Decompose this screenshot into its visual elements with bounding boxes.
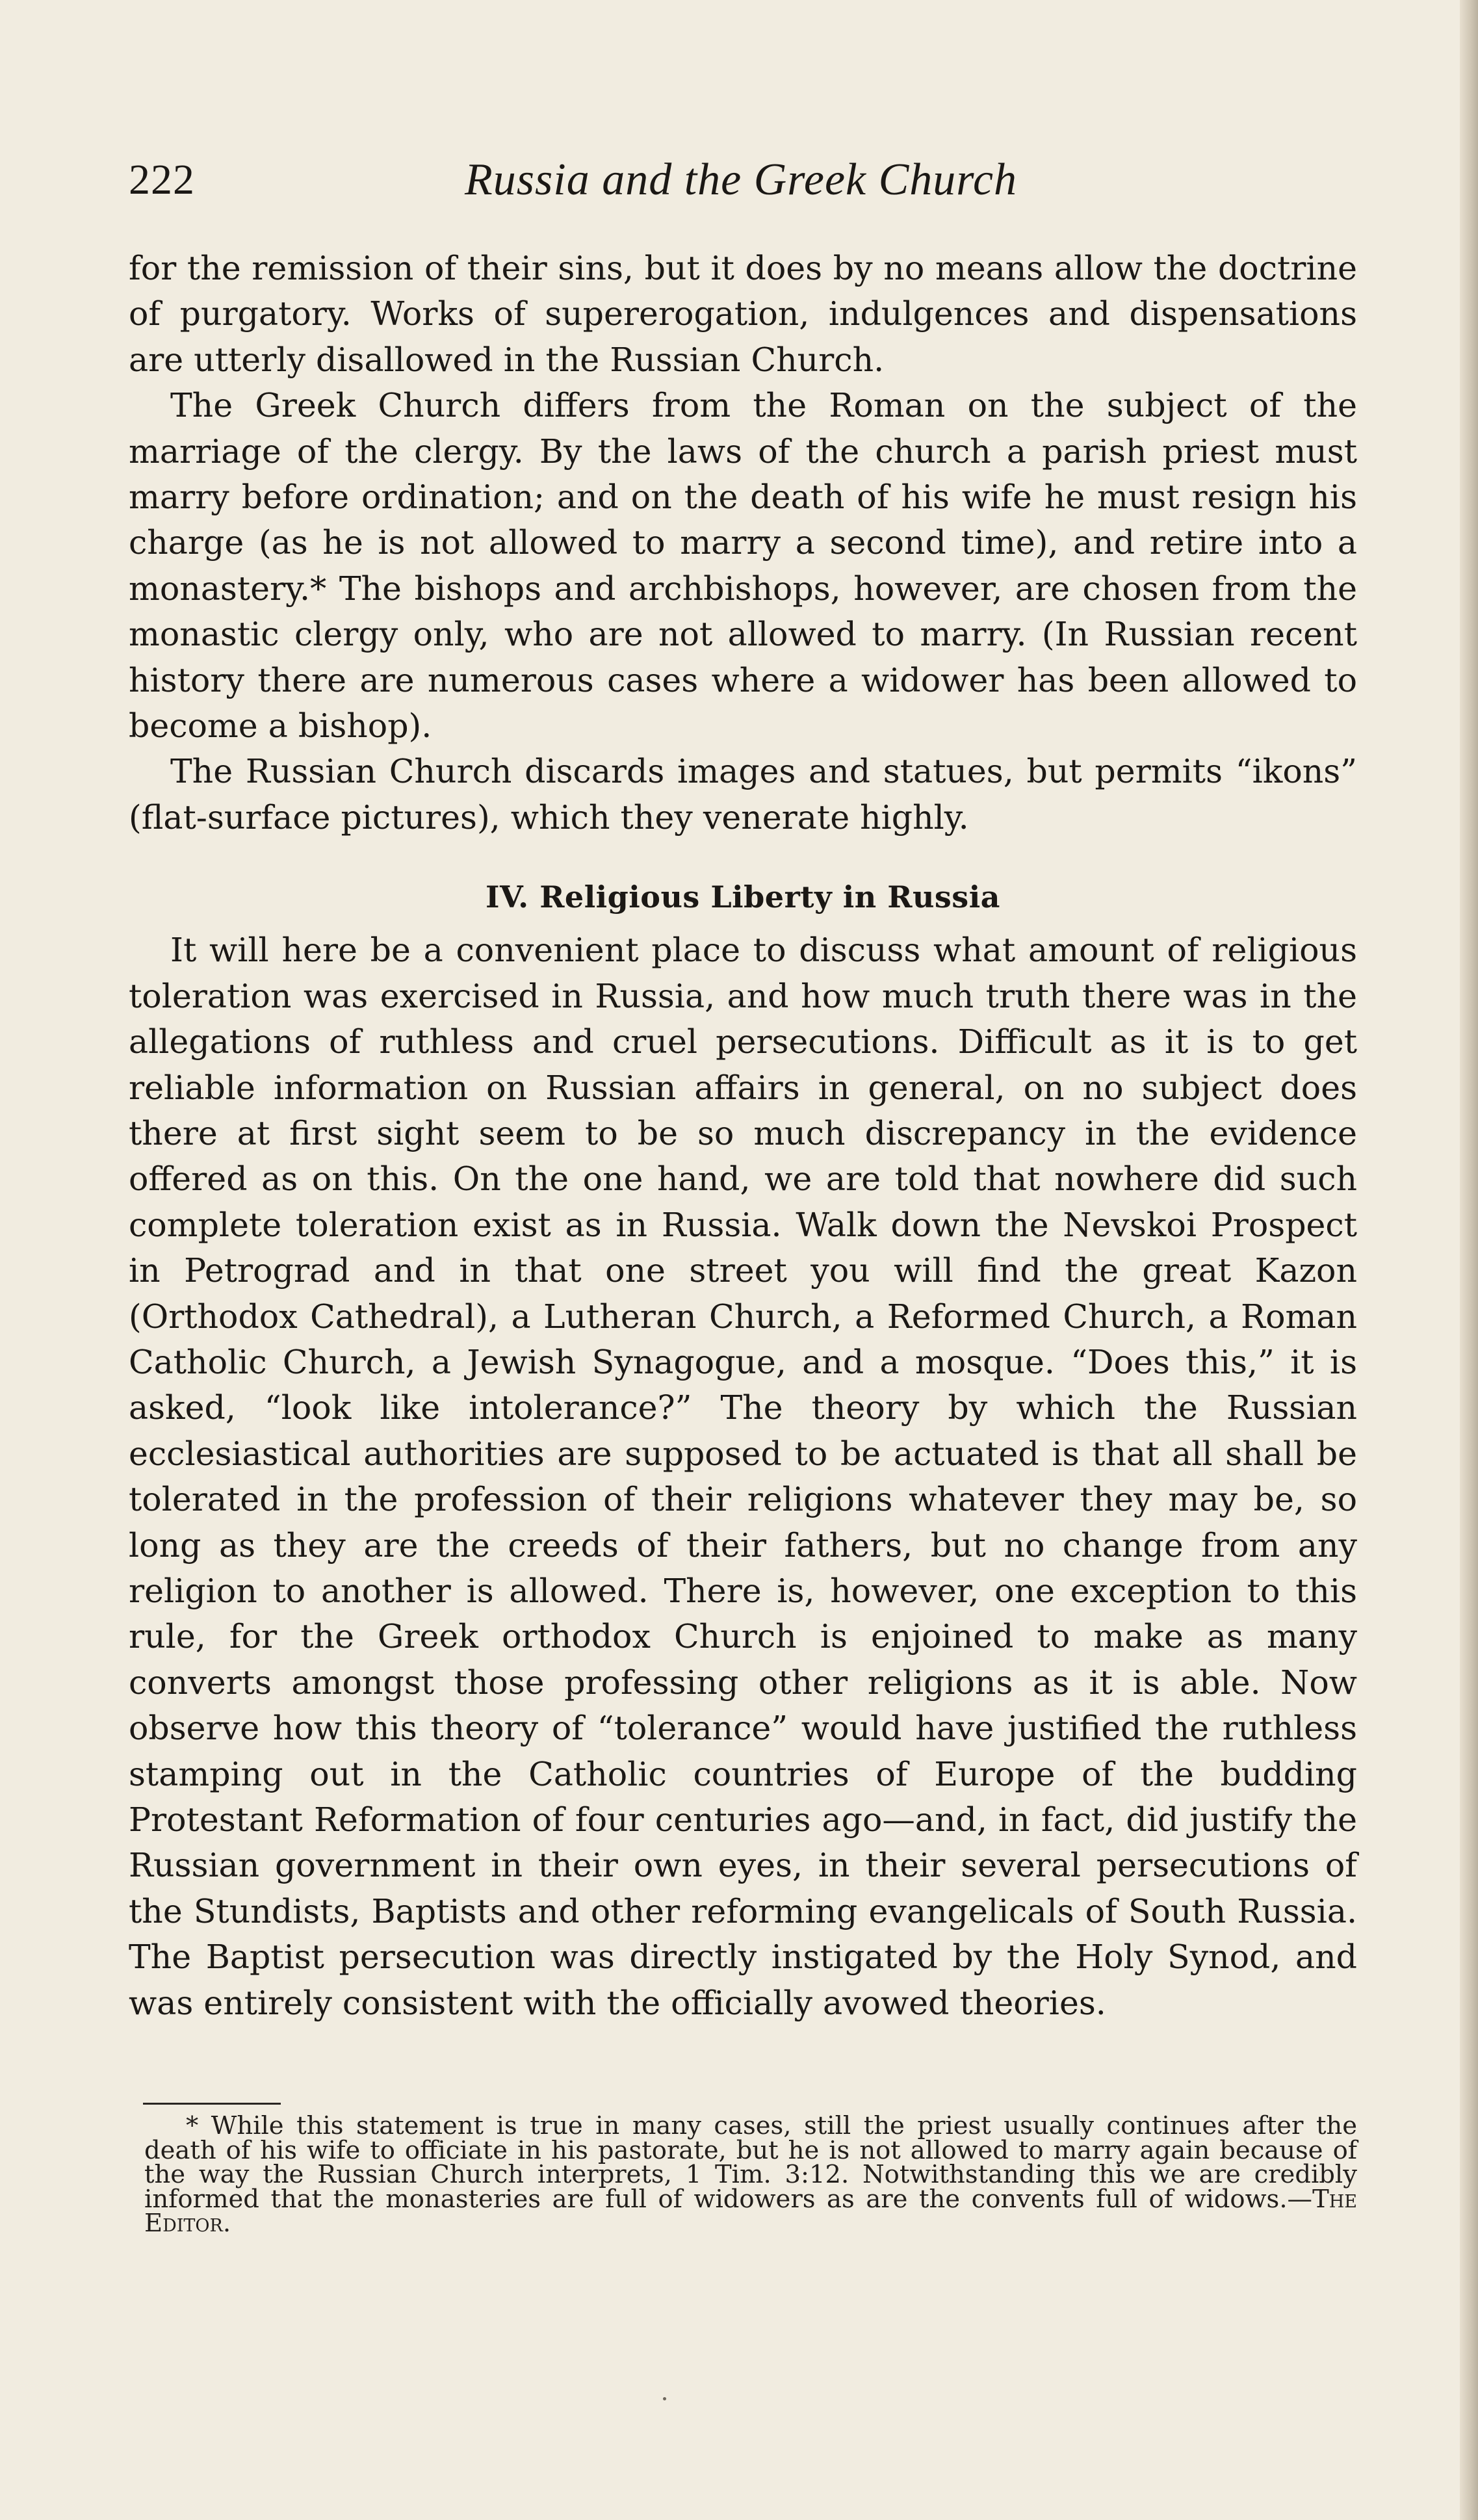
footnote [144, 2111, 1357, 2238]
main-text [129, 246, 1357, 2026]
footnote-divider [143, 2103, 281, 2105]
running-title: Russia and the Greek Church [465, 155, 1018, 205]
page-edge-shadow [1460, 0, 1478, 2520]
paragraph-marriage-of-clergy: The Greek Church differs from the Roman on the subject of the marriage of the clergy. By the laws of the church a parish priest must marry before ordination; and on the death of his wife he must resign his charge (as he is not allowed to marry a second time), and retire into a monastery.* The bishops and archbishops, however, are chosen from the monastic clergy only, who are not allowed to marry. (In Russian recent history there are numerous cases where a widower has been allowed to become a bishop). [129, 386, 1357, 746]
footnote-text: * While this statement is true in many cases, still the priest usually continues after the death of his wife to officiate in his pastorate, but he is not allowed to marry again because of the way the Russian Church interprets, 1 Tim. 3:12. Notwithstanding this we are credibly informed that the monasteries are full of widowers as are the convents full of widows.— [144, 2111, 1357, 2214]
paragraph-religious-liberty: It will here be a convenient place to discuss what amount of religious toleration was exercised in Russia, and how much truth there was in the allegations of ruthless and cruel persecutions. Difficult as it is to get reliable information on Russian affairs in general, on no subject does there at first sight seem to be so much discrepancy in the evidence offered as on this. On the one hand, we are told that nowhere did such complete toleration exist as in Russia. Walk down the Nevskoi Prospect in Petrograd and in that one street you will find the great Kazon (Orthodox Cathedral), a Lutheran Church, a Reformed Church, a Roman Catholic Church, a Jewish Synagogue, and a mosque. “Does this,” it is asked, “look like intolerance?” The theory by which the Russian ecclesiastical authorities are supposed to be actuated is that all shall be tolerated in the profession of their religions whatever they may be, so long as they are the creeds of their fathers, but no change from any religion to another is allowed. There is, however, one exception to this rule, for the Greek orthodox Church is enjoined to make as many converts amongst those professing other religions as it is able. Now observe how this theory of “tolerance” would have justified the ruthless stamping out in the Catholic countries of Europe of the budding Protestant Reformation of four centuries ago—and, in fact, did justify the Russian government in their own eyes, in their several persecutions of the Stundists, Baptists and other reforming evangelicals of South Russia. The Baptist persecution was directly instigated by the Holy Synod, and was entirely consistent with the officially avowed theories. [129, 931, 1357, 2022]
paper-speck [663, 2397, 666, 2400]
paragraph-ikons: The Russian Church discards images and statues, but permits “ikons” (flat-surface pictures), which they venerate highly. [129, 752, 1357, 837]
section-heading: IV. Religious Liberty in Russia [486, 879, 1000, 915]
paragraph-continuation: for the remission of their sins, but it does by no means allow the doctrine of purgatory. Works of supererogation, indulgences and dispensations are utterly disallowed in the Russian Church. [129, 249, 1357, 379]
page-header [129, 151, 1352, 209]
page-number: 222 [129, 156, 195, 203]
footnote-attribution: The Editor. [144, 2184, 1357, 2238]
